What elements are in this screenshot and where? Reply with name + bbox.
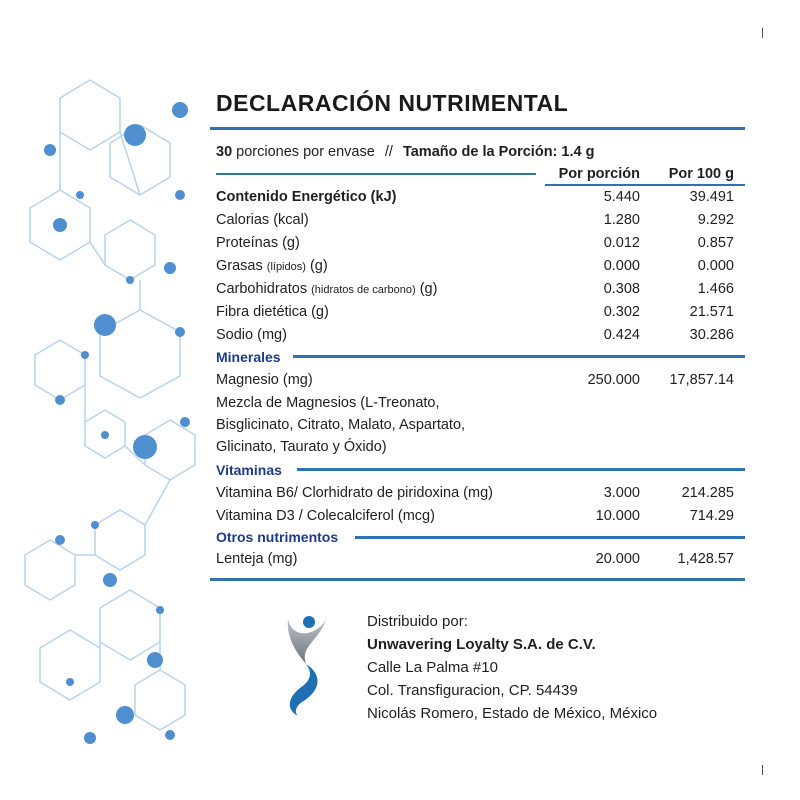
nutrient-fiber-per-100g: 21.571 <box>689 304 734 320</box>
column-header-per-100g: Por 100 g <box>668 166 734 182</box>
other-lentil-per-serving: 20.000 <box>595 551 640 567</box>
molecule-pattern-icon <box>20 70 200 770</box>
nutrient-label-sodium: Sodio (mg) <box>216 327 287 343</box>
nutrient-sodium-per-100g: 30.286 <box>689 327 734 343</box>
carbs-label: Carbohidratos <box>216 281 308 297</box>
other-label-lentil: Lenteja (mg) <box>216 551 298 567</box>
column-header-underline <box>545 184 745 186</box>
serving-info <box>216 144 594 160</box>
vitamin-label-d3: Vitamina D3 / Colecalciferol (mcg) <box>216 508 435 524</box>
section-heading-vitamins: Vitaminas <box>216 462 282 478</box>
distributor-company: Unwavering Loyalty S.A. de C.V. <box>367 636 596 653</box>
crop-mark-top <box>762 28 763 38</box>
mineral-magnesium-per-100g: 17,857.14 <box>669 372 734 388</box>
distributor-intro: Distribuido por: <box>367 613 468 630</box>
other-divider <box>355 536 745 539</box>
mineral-label-magnesium: Magnesio (mg) <box>216 372 313 388</box>
nutrient-label-carbs <box>216 281 437 297</box>
fats-label-detail: (lípidos) <box>266 261 306 273</box>
section-heading-other: Otros nutrimentos <box>216 529 339 545</box>
distributor-address-line-2: Col. Transfiguracion, CP. 54439 <box>367 682 578 699</box>
nutrient-label-fiber: Fibra dietética (g) <box>216 304 329 320</box>
magnesium-blend-line-2: Bisglicinato, Citrato, Malato, Aspartato, <box>216 417 466 433</box>
nutrient-label-calories: Calorias (kcal) <box>216 212 309 228</box>
nutrient-fats-per-serving: 0.000 <box>603 258 640 274</box>
vitamin-d3-per-100g: 714.29 <box>689 508 734 524</box>
nutrient-label-energy: Contenido Energético (kJ) <box>216 189 397 205</box>
magnesium-blend-line-3: Glicinato, Taurato y Óxido) <box>216 439 387 455</box>
nutrient-fiber-per-serving: 0.302 <box>603 304 640 320</box>
page-title: DECLARACIÓN NUTRIMENTAL <box>216 90 569 116</box>
nutrient-energy-per-100g: 39.491 <box>689 189 734 205</box>
vitamin-label-b6: Vitamina B6/ Clorhidrato de piridoxina (mg) <box>216 485 493 501</box>
separator: // <box>384 144 393 160</box>
section-heading-minerals: Minerales <box>216 349 281 365</box>
nutrient-label-fats <box>216 258 328 274</box>
vitamin-d3-per-serving: 10.000 <box>595 508 640 524</box>
other-lentil-per-100g: 1,428.57 <box>677 551 734 567</box>
column-header-per-serving: Por porción <box>558 166 640 182</box>
mineral-magnesium-per-serving: 250.000 <box>587 372 640 388</box>
minerals-divider <box>293 355 745 358</box>
carbs-label-unit: (g) <box>419 281 438 297</box>
vitamin-b6-per-serving: 3.000 <box>603 485 640 501</box>
serving-underline <box>216 173 536 175</box>
nutrient-carbs-per-100g: 1.466 <box>697 281 734 297</box>
portions-count: 30 <box>216 144 233 160</box>
nutrient-fats-per-100g: 0.000 <box>697 258 734 274</box>
fats-label: Grasas <box>216 258 263 274</box>
title-divider <box>210 127 745 130</box>
nutrient-calories-per-100g: 9.292 <box>697 212 734 228</box>
nutrient-protein-per-100g: 0.857 <box>697 235 734 251</box>
crop-mark-bottom <box>762 765 763 775</box>
vitamin-b6-per-100g: 214.285 <box>681 485 734 501</box>
distributor-address-line-3: Nicolás Romero, Estado de México, México <box>367 705 658 722</box>
nutrient-protein-per-serving: 0.012 <box>603 235 640 251</box>
vitamins-divider <box>297 468 745 471</box>
nutrient-carbs-per-serving: 0.308 <box>603 281 640 297</box>
nutrient-sodium-per-serving: 0.424 <box>603 327 640 343</box>
nutrient-calories-per-serving: 1.280 <box>603 212 640 228</box>
human-figure-logo-icon <box>282 612 332 716</box>
nutrient-label-protein: Proteínas (g) <box>216 235 300 251</box>
table-bottom-divider <box>210 578 745 581</box>
distributor-address-line-1: Calle La Palma #10 <box>367 659 498 676</box>
carbs-label-detail: (hidratos de carbono) <box>311 284 416 296</box>
fats-label-unit: (g) <box>309 258 328 274</box>
portions-text: porciones por envase <box>236 144 375 160</box>
nutrient-energy-per-serving: 5.440 <box>603 189 640 205</box>
magnesium-blend-line-1: Mezcla de Magnesios (L-Treonato, <box>216 395 440 411</box>
serving-size: Tamaño de la Porción: 1.4 g <box>402 144 595 160</box>
